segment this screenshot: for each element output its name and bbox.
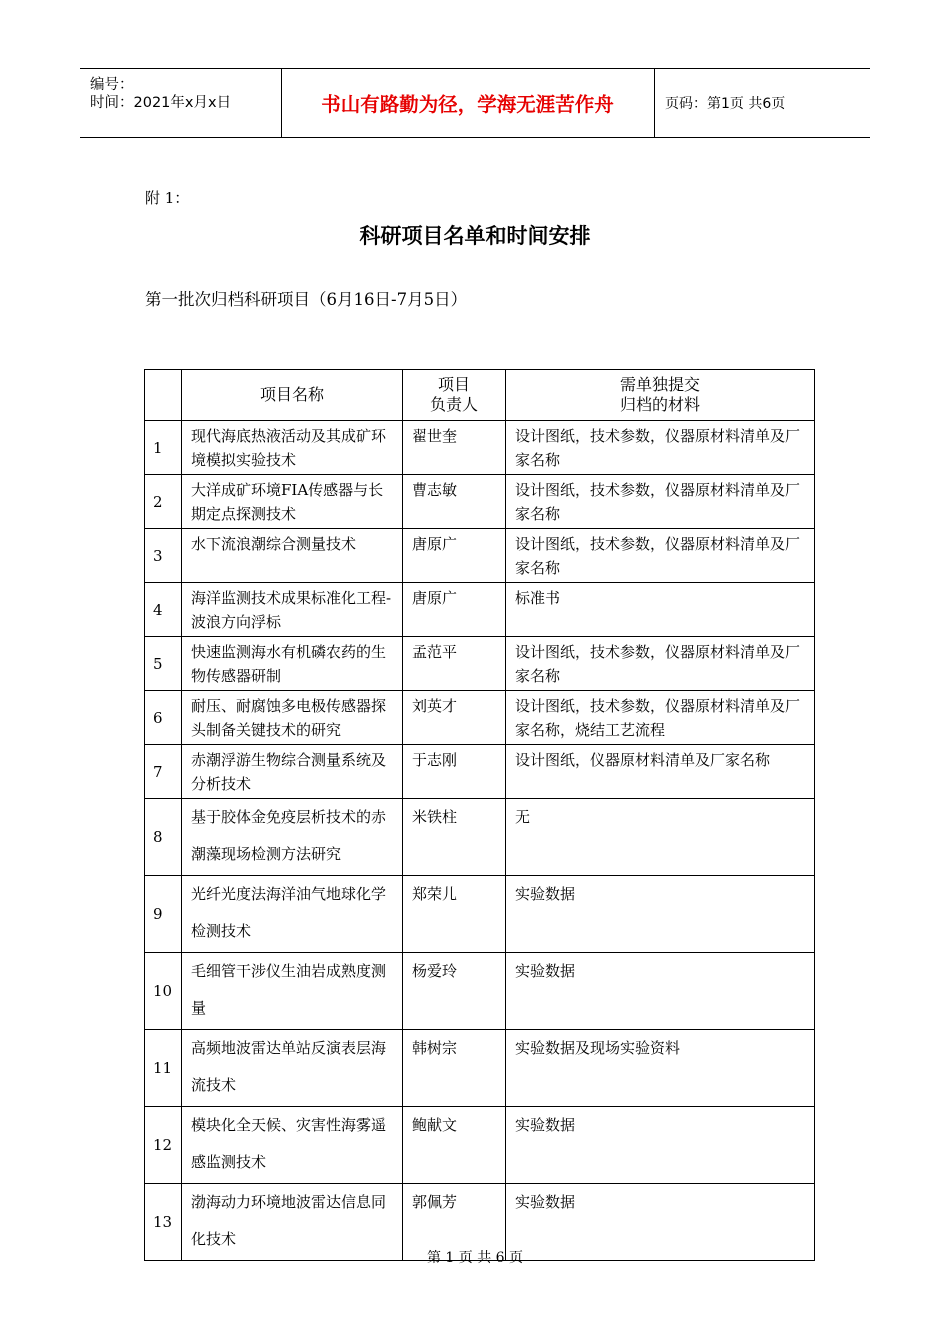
project-name: 大洋成矿环境FIA传感器与长期定点探测技术 [182, 475, 403, 529]
row-number: 11 [145, 1030, 182, 1107]
project-leader: 唐原广 [403, 529, 506, 583]
table-row [145, 529, 815, 583]
table-row [145, 876, 815, 953]
header-time-label: 时间：2021年x月x日 [90, 95, 232, 111]
header-materials-line1: 需单独提交 [619, 375, 700, 394]
project-name: 海洋监测技术成果标准化工程-波浪方向浮标 [182, 583, 403, 637]
header-number-col [145, 370, 182, 421]
header-leader-line2: 负责人 [429, 395, 478, 414]
project-name: 水下流浪潮综合测量技术 [182, 529, 403, 583]
row-number: 10 [145, 953, 182, 1030]
project-name: 现代海底热液活动及其成矿环境模拟实验技术 [182, 421, 403, 475]
project-name: 毛细管干涉仪生油岩成熟度测量 [182, 953, 403, 1030]
row-number: 13 [145, 1184, 182, 1261]
header-project-name: 项目名称 [182, 370, 403, 421]
table-row [145, 953, 815, 1030]
required-materials: 实验数据 [506, 1107, 815, 1184]
required-materials: 设计图纸，技术参数，仪器原材料清单及厂家名称 [506, 421, 815, 475]
project-leader: 翟世奎 [403, 421, 506, 475]
project-leader: 刘英才 [403, 691, 506, 745]
header-leader-line1: 项目 [437, 375, 470, 394]
row-number: 12 [145, 1107, 182, 1184]
project-name: 赤潮浮游生物综合测量系统及分析技术 [182, 745, 403, 799]
project-leader: 杨爱玲 [403, 953, 506, 1030]
table-row [145, 637, 815, 691]
table-row [145, 1107, 815, 1184]
table-row [145, 583, 815, 637]
project-table [144, 369, 815, 1261]
header-materials-line2: 归档的材料 [619, 395, 700, 414]
project-name: 模块化全天候、灾害性海雾遥感监测技术 [182, 1107, 403, 1184]
row-number: 7 [145, 745, 182, 799]
required-materials: 标准书 [506, 583, 815, 637]
table-header-row [145, 370, 815, 421]
row-number: 6 [145, 691, 182, 745]
page-title: 科研项目名单和时间安排 [359, 224, 591, 248]
project-leader: 曹志敏 [403, 475, 506, 529]
row-number: 2 [145, 475, 182, 529]
project-name: 高频地波雷达单站反演表层海流技术 [182, 1030, 403, 1107]
table-row [145, 745, 815, 799]
row-number: 1 [145, 421, 182, 475]
required-materials: 无 [506, 799, 815, 876]
project-name: 耐压、耐腐蚀多电极传感器探头制备关键技术的研究 [182, 691, 403, 745]
project-leader: 韩树宗 [403, 1030, 506, 1107]
header-meta-cell [80, 69, 282, 137]
required-materials: 设计图纸，技术参数，仪器原材料清单及厂家名称 [506, 529, 815, 583]
batch-heading: 第一批次归档科研项目（6月16日-7月5日） [145, 290, 468, 309]
header-motto: 书山有路勤为径，学海无涯苦作舟 [281, 69, 655, 137]
project-name: 快速监测海水有机磷农药的生物传感器研制 [182, 637, 403, 691]
table-row [145, 691, 815, 745]
project-leader: 于志刚 [403, 745, 506, 799]
required-materials: 设计图纸，技术参数，仪器原材料清单及厂家名称 [506, 637, 815, 691]
row-number: 4 [145, 583, 182, 637]
row-number: 5 [145, 637, 182, 691]
project-leader: 郑荣儿 [403, 876, 506, 953]
project-name: 光纤光度法海洋油气地球化学检测技术 [182, 876, 403, 953]
header-number-label: 编号： [90, 77, 134, 93]
project-name: 渤海动力环境地波雷达信息同化技术 [182, 1184, 403, 1261]
header-bar [80, 68, 870, 138]
header-materials [506, 370, 815, 421]
required-materials: 设计图纸，技术参数，仪器原材料清单及厂家名称 [506, 475, 815, 529]
project-leader: 唐原广 [403, 583, 506, 637]
required-materials: 实验数据 [506, 953, 815, 1030]
table-row [145, 1030, 815, 1107]
required-materials: 实验数据 [506, 1184, 815, 1261]
project-leader: 米铁柱 [403, 799, 506, 876]
project-name: 基于胶体金免疫层析技术的赤潮藻现场检测方法研究 [182, 799, 403, 876]
required-materials: 设计图纸，仪器原材料清单及厂家名称 [506, 745, 815, 799]
row-number: 9 [145, 876, 182, 953]
required-materials: 实验数据及现场实验资料 [506, 1030, 815, 1107]
header-leader [403, 370, 506, 421]
project-leader: 鲍献文 [403, 1107, 506, 1184]
table-row [145, 475, 815, 529]
row-number: 3 [145, 529, 182, 583]
project-leader: 郭佩芳 [403, 1184, 506, 1261]
required-materials: 设计图纸，技术参数，仪器原材料清单及厂家名称，烧结工艺流程 [506, 691, 815, 745]
header-page-info: 页码：第1页 共6页 [665, 96, 786, 112]
table-row [145, 421, 815, 475]
row-number: 8 [145, 799, 182, 876]
table-row [145, 799, 815, 876]
project-leader: 孟范平 [403, 637, 506, 691]
attachment-label: 附 1： [145, 189, 190, 207]
required-materials: 实验数据 [506, 876, 815, 953]
page-footer: 第 1 页 共 6 页 [426, 1250, 524, 1266]
